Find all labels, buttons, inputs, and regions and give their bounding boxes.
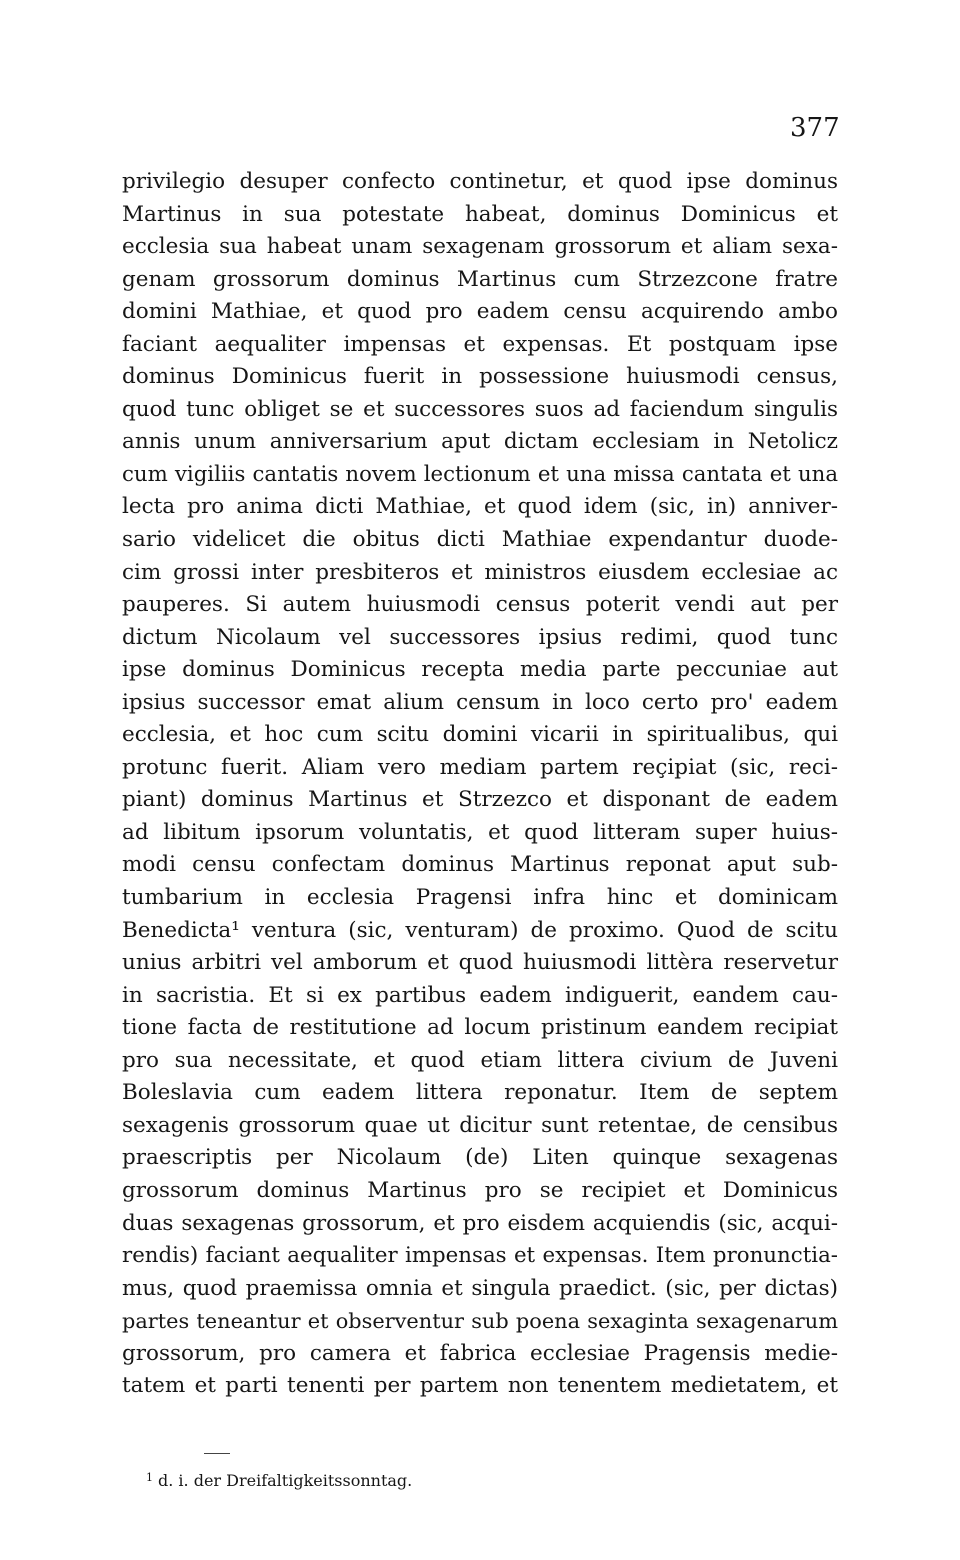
text-line: genam grossorum dominus Martinus cum Strzezcone fratre [122, 266, 838, 292]
footnote [146, 1467, 412, 1492]
text-line: ecclesia sua habeat unam sexagenam grossorum et aliam sexa- [122, 234, 838, 260]
text-line: dictum Nicolaum vel successores ipsius redimi, quod tunc [122, 624, 838, 650]
text-line: tumbarium in ecclesia Pragensi infra hinc et dominicam [122, 885, 838, 911]
text-line: ecclesia, et hoc cum scitu domini vicarii in spiritualibus, qui [122, 722, 838, 748]
text-line: tatem et parti tenenti per partem non tenentem medietatem, et [122, 1373, 838, 1399]
text-line: lecta pro anima dicti Mathiae, et quod idem (sic, in) anniver- [122, 494, 838, 520]
text-line: Martinus in sua potestate habeat, dominus Dominicus et [122, 201, 838, 227]
text-line: annis unum anniversarium aput dictam ecclesiam in Netolicz [122, 429, 838, 455]
text-line: protunc fuerit. Aliam vero mediam partem reçipiat (sic, reci- [122, 754, 838, 780]
text-line: grossorum, pro camera et fabrica ecclesiae Pragensis medie- [122, 1340, 838, 1366]
text-line: ad libitum ipsorum voluntatis, et quod litteram super huius- [122, 819, 838, 845]
text-line: praescriptis per Nicolaum (de) Liten quinque sexagenas [122, 1145, 838, 1171]
text-line: rendis) faciant aequaliter impensas et expensas. Item pronunctia- [122, 1243, 838, 1269]
text-line: domini Mathiae, et quod pro eadem censu acquirendo ambo [122, 299, 838, 325]
footnote-rule [204, 1453, 230, 1454]
text-line: cum vigiliis cantatis novem lectionum et una missa cantata et una [122, 461, 838, 487]
text-line: in sacristia. Et si ex partibus eadem indiguerit, eandem cau- [122, 982, 838, 1008]
page-number: 377 [790, 113, 840, 143]
text-line: ipsius successor emat alium censum in loco certo pro' eadem [122, 689, 838, 715]
text-line: quod tunc obliget se et successores suos ad faciendum singulis [122, 396, 838, 422]
text-line: sario videlicet die obitus dicti Mathiae expendantur duode- [122, 527, 838, 553]
body-text [122, 166, 838, 1403]
footnote-text: d. i. der Dreifaltigkeitssonntag. [158, 1471, 413, 1490]
text-line: mus, quod praemissa omnia et singula praedict. (sic, per dictas) [122, 1275, 838, 1301]
text-line: unius arbitri vel amborum et quod huiusmodi littèra reservetur [122, 950, 838, 976]
text-line: pro sua necessitate, et quod etiam littera civium de Juveni [122, 1047, 838, 1073]
text-line: tione facta de restitutione ad locum pristinum eandem recipiat [122, 1015, 838, 1041]
text-line: privilegio desuper confecto continetur, et quod ipse dominus [122, 169, 838, 194]
text-line: Boleslavia cum eadem littera reponatur. Item de septem [122, 1080, 838, 1106]
text-line: piant) dominus Martinus et Strzezco et disponant de eadem [122, 787, 838, 813]
text-line: ipse dominus Dominicus recepta media parte peccuniae aut [122, 657, 838, 683]
text-line: sexagenis grossorum quae ut dicitur sunt retentae, de censibus [122, 1112, 838, 1138]
text-line: Benedicta¹ ventura (sic, venturam) de proximo. Quod de scitu [122, 917, 838, 943]
text-line: faciant aequaliter impensas et expensas. Et postquam ipse [122, 331, 838, 357]
text-line: pauperes. Si autem huiusmodi census poterit vendi aut per [122, 592, 838, 618]
text-line: partes teneantur et observentur sub poena sexaginta sexagenarum [122, 1309, 838, 1334]
text-line: modi censu confectam dominus Martinus reponat aput sub- [122, 852, 838, 878]
footnote-marker: 1 [146, 1471, 153, 1484]
text-line: dominus Dominicus fuerit in possessione huiusmodi census, [122, 364, 838, 390]
text-line: grossorum dominus Martinus pro se recipiet et Dominicus [122, 1177, 838, 1203]
text-line: cim grossi inter presbiteros et ministros eiusdem ecclesiae ac [122, 559, 838, 585]
text-line: duas sexagenas grossorum, et pro eisdem acquiendis (sic, acqui- [122, 1210, 838, 1236]
